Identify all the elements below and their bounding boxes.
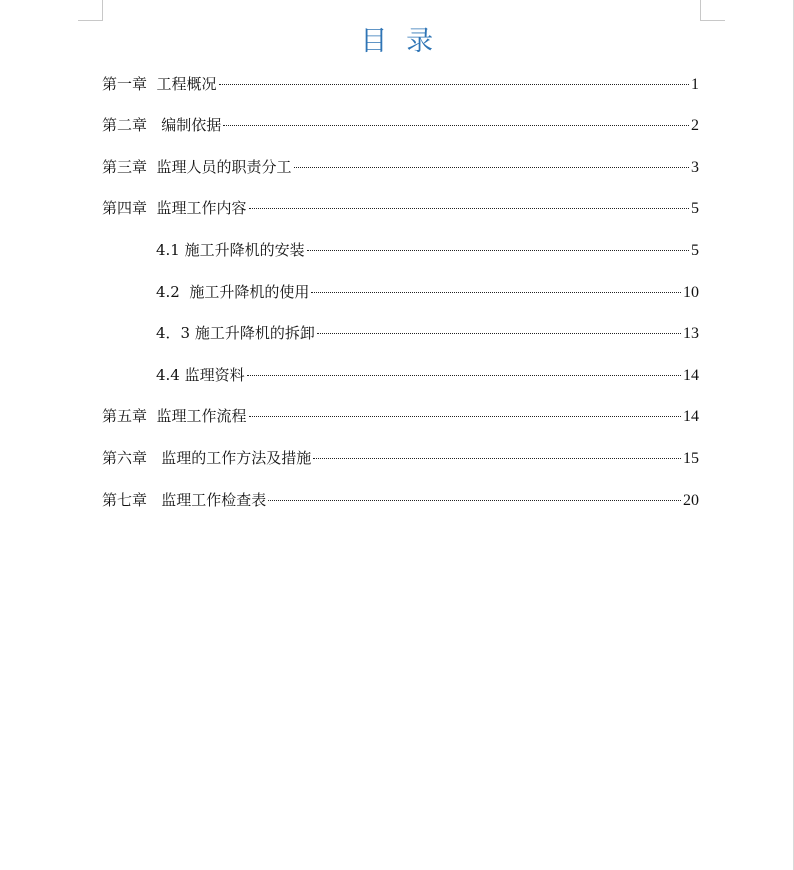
toc-page-number: 3 <box>691 159 699 176</box>
toc-page-number: 5 <box>691 242 699 259</box>
top-right-margin-mark <box>700 0 725 21</box>
toc-entry-label: 4．3 施工升降机的拆卸 <box>156 324 315 342</box>
toc-entry-label: 第三章 监理人员的职责分工 <box>102 158 292 176</box>
toc-page-number: 10 <box>683 284 699 301</box>
toc-page-number: 5 <box>691 200 699 217</box>
toc-title: 目 录 <box>360 26 434 57</box>
dot-leader <box>247 374 681 376</box>
toc-entry-chapter-4[interactable] <box>102 195 699 221</box>
toc-entry-label: 第一章 工程概况 <box>102 75 217 93</box>
dot-leader <box>317 332 681 334</box>
dot-leader <box>249 415 681 417</box>
dot-leader <box>311 291 681 293</box>
toc-entry-chapter-6[interactable] <box>102 445 699 471</box>
toc-entry-chapter-3[interactable] <box>102 154 699 180</box>
toc-entry-chapter-7[interactable] <box>102 487 699 513</box>
toc-entry-label: 4.4 监理资料 <box>156 366 245 384</box>
toc-entry-chapter-2[interactable] <box>102 112 699 138</box>
toc-entry-section-4-3[interactable] <box>156 320 699 346</box>
toc-entry-chapter-5[interactable] <box>102 403 699 429</box>
dot-leader <box>268 499 681 501</box>
toc-entry-label: 4.1 施工升降机的安装 <box>156 241 305 259</box>
toc-page-number: 14 <box>683 367 699 384</box>
dot-leader <box>307 249 689 251</box>
toc-entry-section-4-1[interactable] <box>156 237 699 263</box>
dot-leader <box>294 166 689 168</box>
toc-page-number: 15 <box>683 450 699 467</box>
dot-leader <box>219 83 689 85</box>
toc-entry-chapter-1[interactable] <box>102 71 699 97</box>
toc-entry-label: 第二章 编制依据 <box>102 116 222 134</box>
toc-entry-section-4-4[interactable] <box>156 362 699 388</box>
toc-page-number: 13 <box>683 325 699 342</box>
toc-entry-label: 4.2 施工升降机的使用 <box>156 283 310 301</box>
toc-page-number: 1 <box>691 76 699 93</box>
toc-entry-label: 第六章 监理的工作方法及措施 <box>102 449 312 467</box>
toc-entry-label: 第四章 监理工作内容 <box>102 199 247 217</box>
toc-page-number: 20 <box>683 492 699 509</box>
top-left-margin-mark <box>78 0 103 21</box>
toc-page-number: 2 <box>691 117 699 134</box>
toc-entry-section-4-2[interactable] <box>156 279 699 305</box>
dot-leader <box>223 124 689 126</box>
toc-entry-label: 第五章 监理工作流程 <box>102 407 247 425</box>
toc-page-number: 14 <box>683 408 699 425</box>
dot-leader <box>313 457 681 459</box>
dot-leader <box>249 207 689 209</box>
toc-entry-label: 第七章 监理工作检查表 <box>102 491 267 509</box>
